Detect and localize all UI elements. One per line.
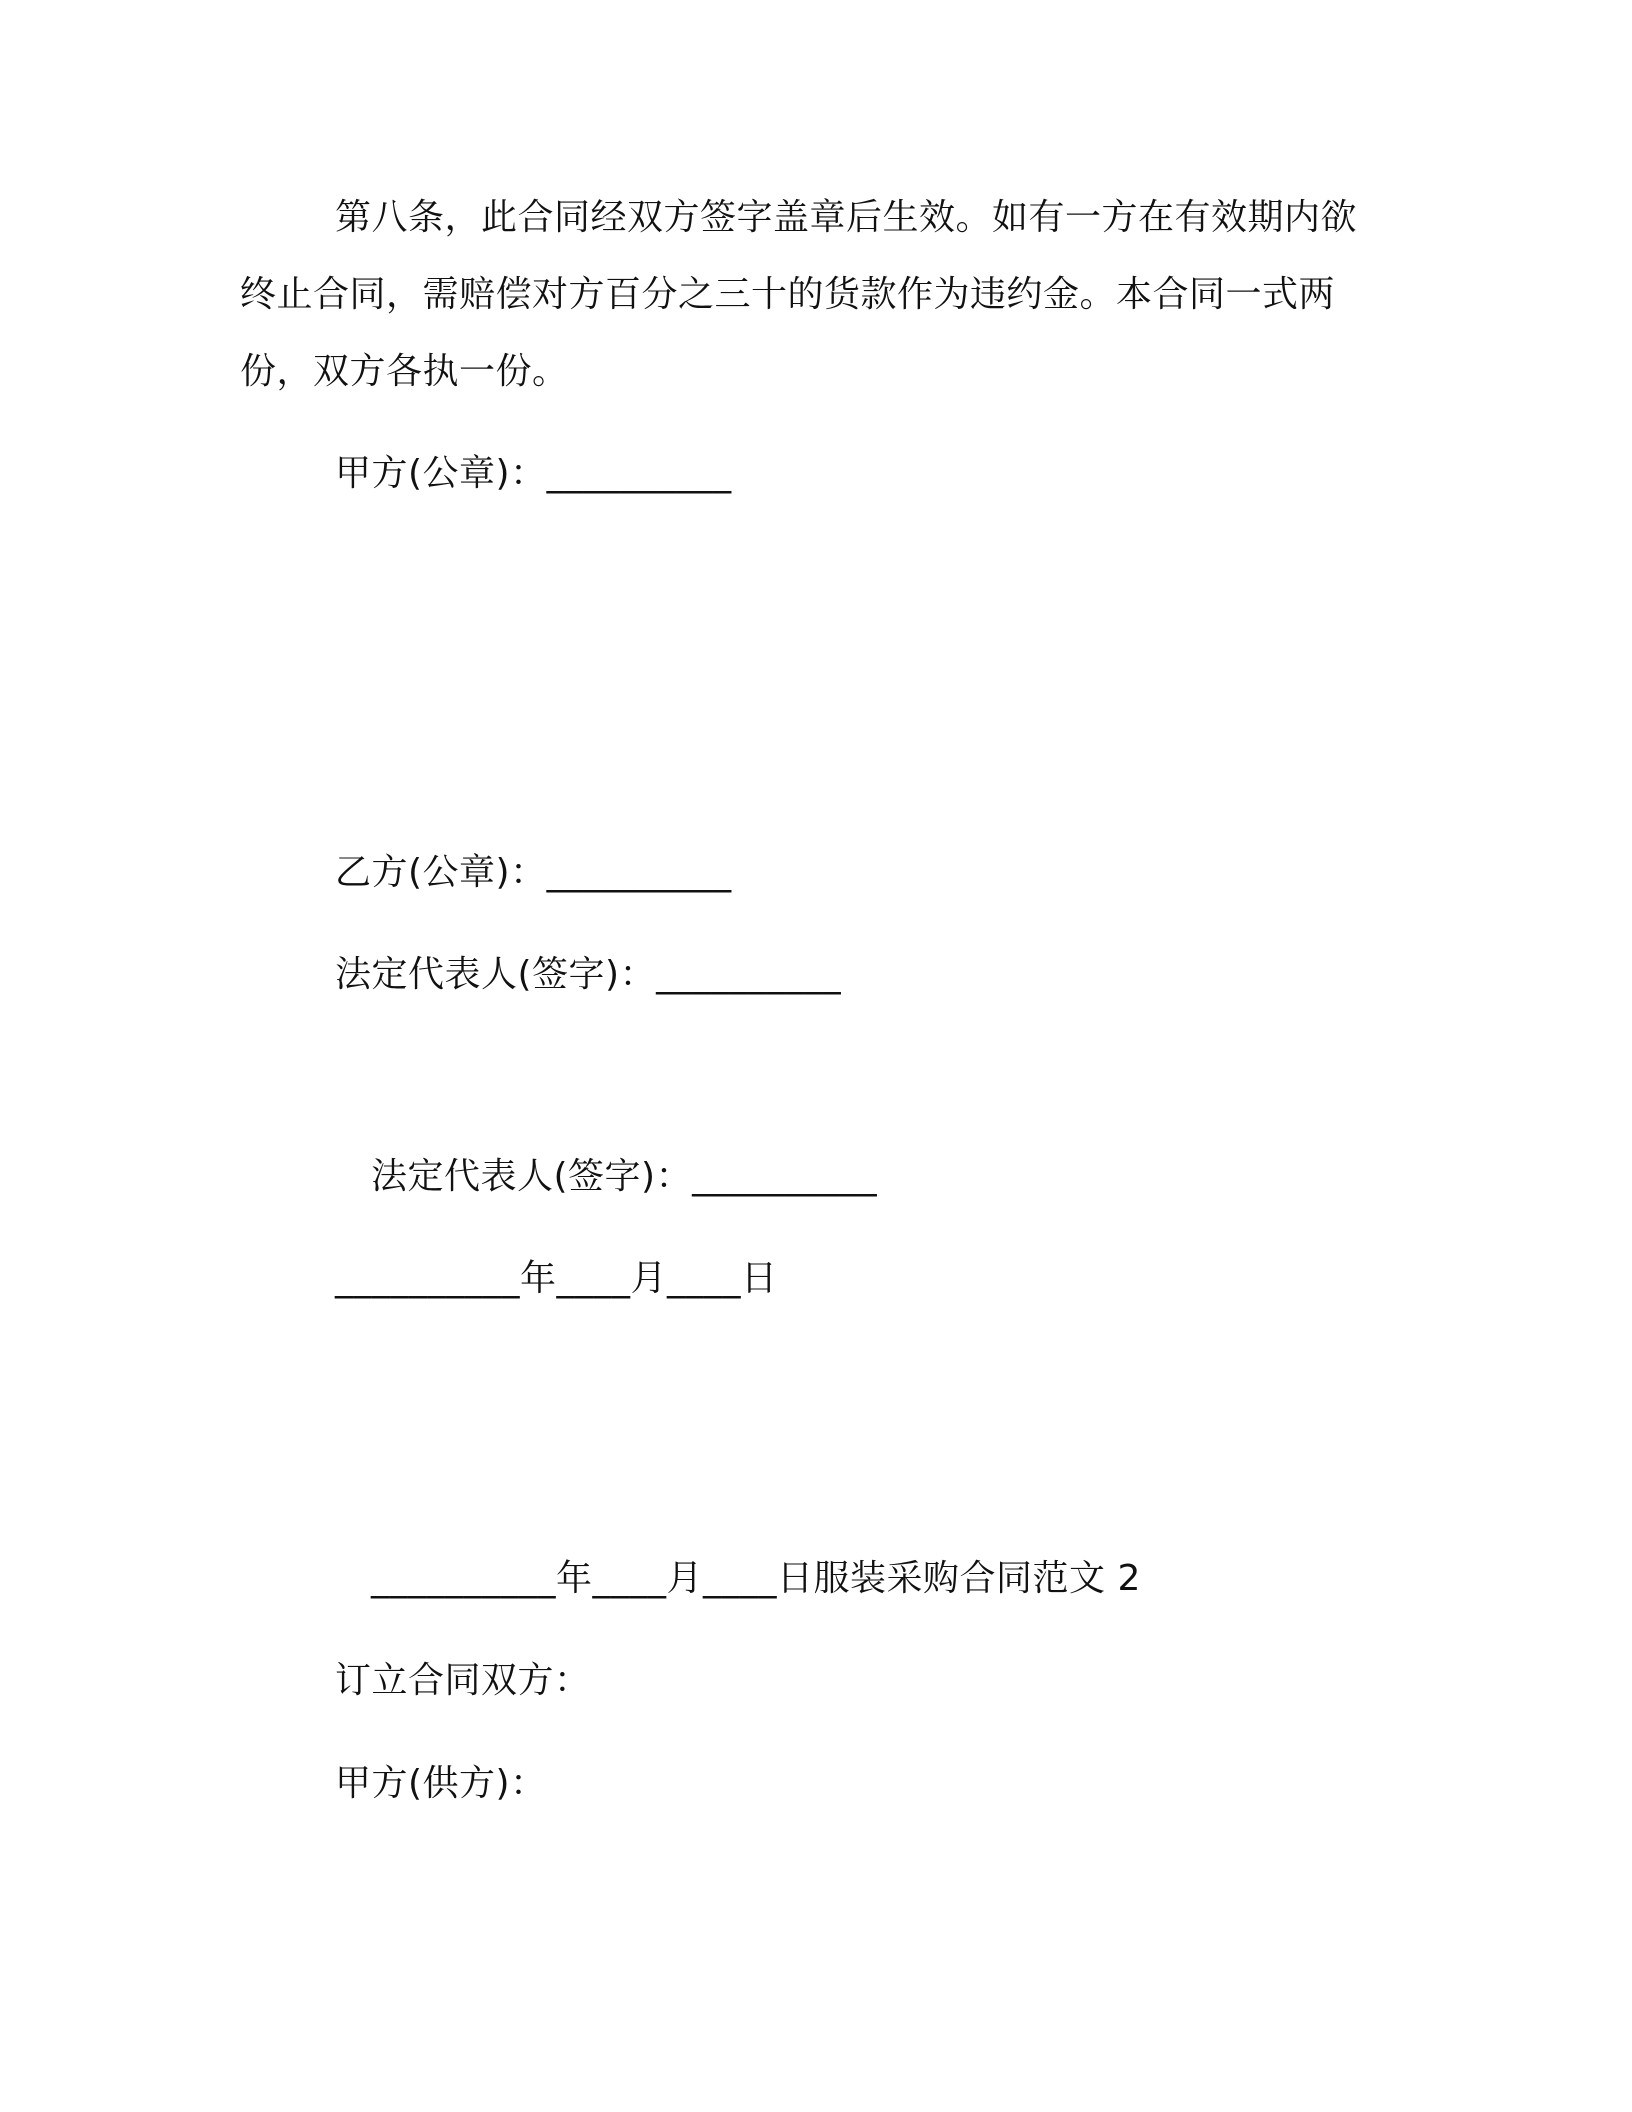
article8-line-3: 份，双方各执一份。: [240, 351, 569, 392]
contract-parties-heading: 订立合同双方：: [335, 1660, 591, 1701]
party-a-supplier-label: 甲方(供方)：: [335, 1763, 547, 1804]
date-field: __________年____月____日: [335, 1258, 778, 1299]
contract-title-line: __________年____月____日服装采购合同范文 2: [371, 1558, 1141, 1599]
article8-line-2: 终止合同，需赔偿对方百分之三十的货款作为违约金。本合同一式两: [240, 274, 1336, 315]
article8-line-1: 第八条，此合同经双方签字盖章后生效。如有一方在有效期内欲: [335, 197, 1358, 238]
party-a-seal-field: 甲方(公章)：__________: [335, 453, 732, 494]
legal-representative-signature-field-2: 法定代表人(签字)：__________: [371, 1156, 878, 1197]
legal-representative-signature-field: 法定代表人(签字)：__________: [335, 954, 842, 995]
party-b-seal-field: 乙方(公章)：__________: [335, 852, 732, 893]
